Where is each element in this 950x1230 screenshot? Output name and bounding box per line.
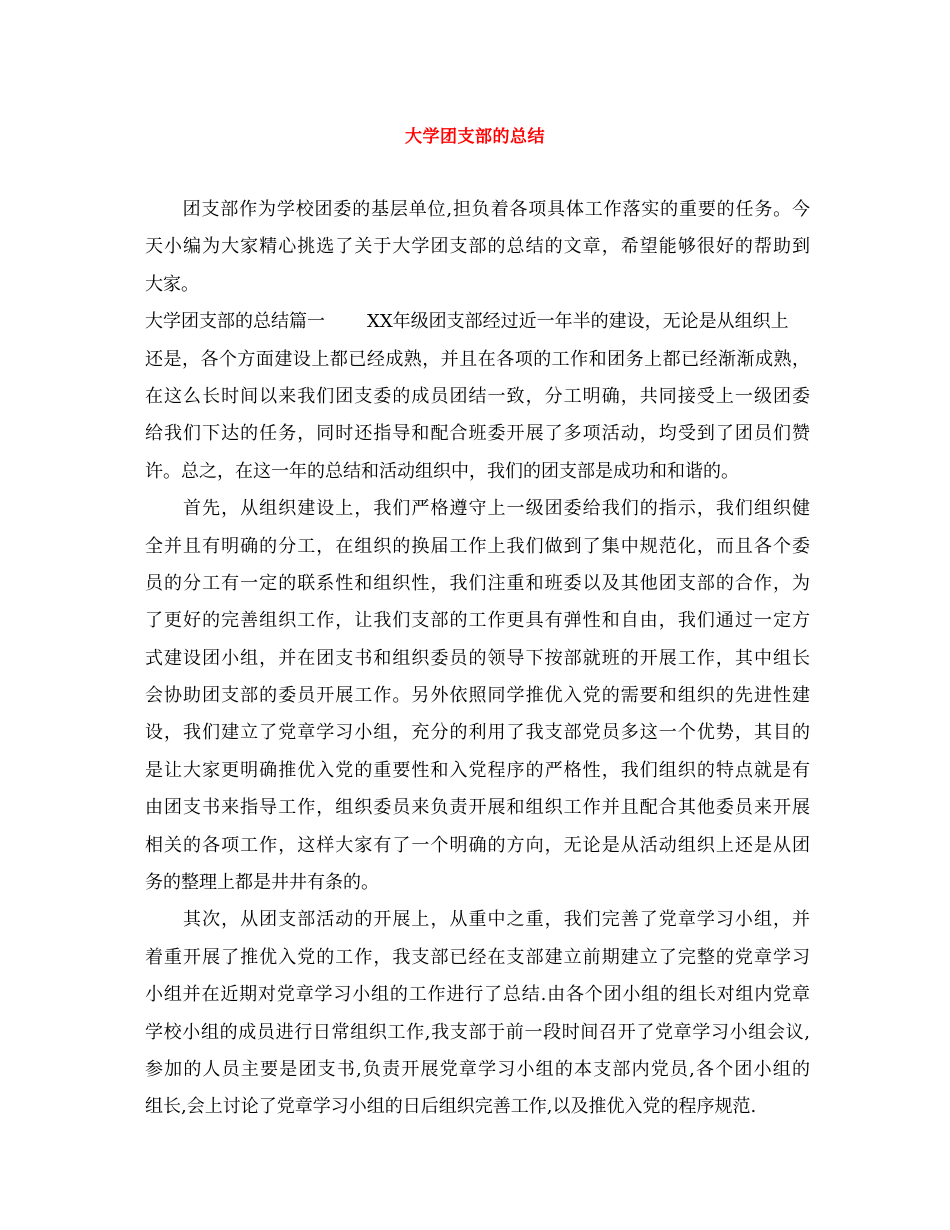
text-line: 式建设团小组，并在团支书和组织委员的领导下按部就班的开展工作，其中组长: [145, 647, 810, 669]
text-line: 给我们下达的任务，同时还指导和配合班委开展了多项活动，均受到了团员们赞: [145, 423, 810, 445]
document-title: 大学团支部的总结: [405, 127, 545, 147]
text-line: 了更好的完善组织工作，让我们支部的工作更具有弹性和自由，我们通过一定方: [145, 610, 810, 632]
text-line: 由团支书来指导工作，组织委员来负责开展和组织工作并且配合其他委员来开展: [145, 797, 810, 819]
text-line: 会协助团支部的委员开展工作。另外依照同学推优入党的需要和组织的先进性建: [145, 685, 810, 707]
text-line: 天小编为大家精心挑选了关于大学团支部的总结的文章，希望能够很好的帮助到: [145, 236, 810, 258]
text-line: 在这么长时间以来我们团支委的成员团结一致，分工明确，共同接受上一级团委: [145, 385, 810, 407]
text-line: 大家。: [145, 273, 199, 295]
text-line: 团支部作为学校团委的基层单位,担负着各项具体工作落实的重要的任务。今: [145, 199, 810, 220]
section-heading: 大学团支部的总结篇一: [145, 311, 325, 333]
text-line: 设，我们建立了党章学习小组，充分的利用了我支部党员多这一个优势，其目的: [145, 722, 810, 744]
text-line: 务的整理上都是井井有条的。: [145, 872, 379, 894]
text-line: 着重开展了推优入党的工作，我支部已经在支部建立前期建立了完整的党章学习: [145, 946, 810, 968]
text-line: 全并且有明确的分工，在组织的换届工作上我们做到了集中规范化，而且各个委: [145, 535, 810, 557]
text-line: 小组并在近期对党章学习小组的工作进行了总结.由各个团小组的组长对组内党章: [145, 984, 810, 1006]
text-line: 学校小组的成员进行日常组织工作,我支部于前一段时间召开了党章学习小组会议,: [145, 1021, 810, 1043]
text-line: 员的分工有一定的联系性和组织性，我们注重和班委以及其他团支部的合作，为: [145, 572, 810, 594]
text-line: 相关的各项工作，这样大家有了一个明确的方向，无论是从活动组织上还是从团: [145, 834, 810, 856]
text-line: 首先，从组织建设上，我们严格遵守上一级团委给我们的指示，我们组织健: [145, 498, 810, 520]
text-line: 其次，从团支部活动的开展上，从重中之重，我们完善了党章学习小组，并: [145, 909, 810, 931]
line-text: XX年级团支部经过近一年半的建设，无论是从组织上: [367, 311, 789, 333]
text-line: 是让大家更明确推优入党的重要性和入党程序的严格性，我们组织的特点就是有: [145, 759, 810, 781]
text-line: 组长,会上讨论了党章学习小组的日后组织完善工作,以及推优入党的程序规范.: [145, 1096, 757, 1118]
text-line: 参加的人员主要是团支书,负责开展党章学习小组的本支部内党员,各个团小组的: [145, 1058, 810, 1080]
text-line: [145, 303, 810, 340]
text-line: 许。总之，在这一年的总结和活动组织中，我们的团支部是成功和和谐的。: [145, 460, 739, 482]
text-line: 还是，各个方面建设上都已经成熟，并且在各项的工作和团务上都已经渐渐成熟，: [145, 348, 810, 370]
document-body: [145, 191, 810, 1126]
